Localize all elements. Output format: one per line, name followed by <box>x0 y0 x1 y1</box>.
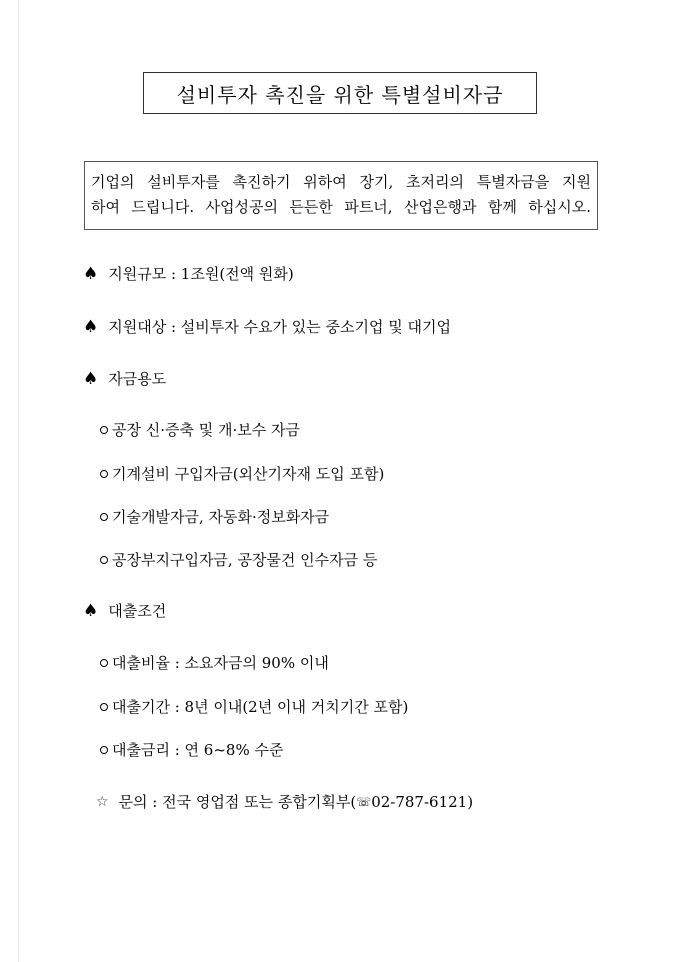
list-item <box>100 419 300 440</box>
spade-icon: ♠ <box>83 263 99 284</box>
list-item <box>100 696 408 717</box>
circle-icon <box>100 426 108 434</box>
list-item <box>100 549 377 570</box>
contact-note <box>96 791 473 812</box>
document-title <box>143 72 537 114</box>
uses-heading-text: 자금용도 <box>108 370 167 388</box>
terms-heading-text: 대출조건 <box>108 602 167 620</box>
spade-icon: ♠ <box>83 368 99 389</box>
support-scale-text: 지원규모 : 1조원(전액 원화) <box>108 265 294 283</box>
spade-icon: ♠ <box>83 600 99 621</box>
contact-text: 문의 : 전국 영업점 또는 종합기획부( <box>118 793 357 811</box>
title-text: 설비투자 촉진을 위한 특별설비자금 <box>176 82 504 107</box>
circle-icon <box>100 470 108 478</box>
circle-icon <box>100 513 108 521</box>
intro-box <box>84 161 598 230</box>
list-item-text: 기계설비 구입자금(외산기자재 도입 포함) <box>112 465 385 483</box>
uses-heading <box>83 368 166 389</box>
list-item-text: 대출금리 : 연 6~8% 수준 <box>112 741 284 759</box>
list-item-text: 대출비율 : 소요자금의 90% 이내 <box>112 654 329 672</box>
list-item-text: 기술개발자금, 자동화·정보화자금 <box>112 508 330 526</box>
page-edge <box>18 0 19 962</box>
spade-icon: ♠ <box>83 316 99 337</box>
list-item <box>100 652 329 673</box>
circle-icon <box>100 659 108 667</box>
support-target <box>83 316 451 337</box>
support-target-text: 지원대상 : 설비투자 수요가 있는 중소기업 및 대기업 <box>108 318 451 336</box>
list-item-text: 공장부지구입자금, 공장물건 인수자금 등 <box>112 551 378 569</box>
phone-icon: ☏ <box>356 794 372 809</box>
intro-line-2: 하여 드립니다. 사업성공의 든든한 파트너, 산업은행과 함께 하십시오. <box>91 198 591 216</box>
list-item-text: 공장 신·증축 및 개·보수 자금 <box>112 421 300 439</box>
star-icon: ☆ <box>96 793 109 810</box>
circle-icon <box>100 746 108 754</box>
terms-heading <box>83 600 166 621</box>
list-item <box>100 506 329 527</box>
intro-line-1: 기업의 설비투자를 촉진하기 위하여 장기, 초저리의 특별자금을 지원 <box>91 173 591 191</box>
circle-icon <box>100 703 108 711</box>
contact-number: 02-787-6121) <box>371 792 474 811</box>
list-item <box>100 463 384 484</box>
circle-icon <box>100 556 108 564</box>
list-item-text: 대출기간 : 8년 이내(2년 이내 거치기간 포함) <box>112 698 409 716</box>
support-scale <box>83 263 294 284</box>
list-item <box>100 739 283 760</box>
